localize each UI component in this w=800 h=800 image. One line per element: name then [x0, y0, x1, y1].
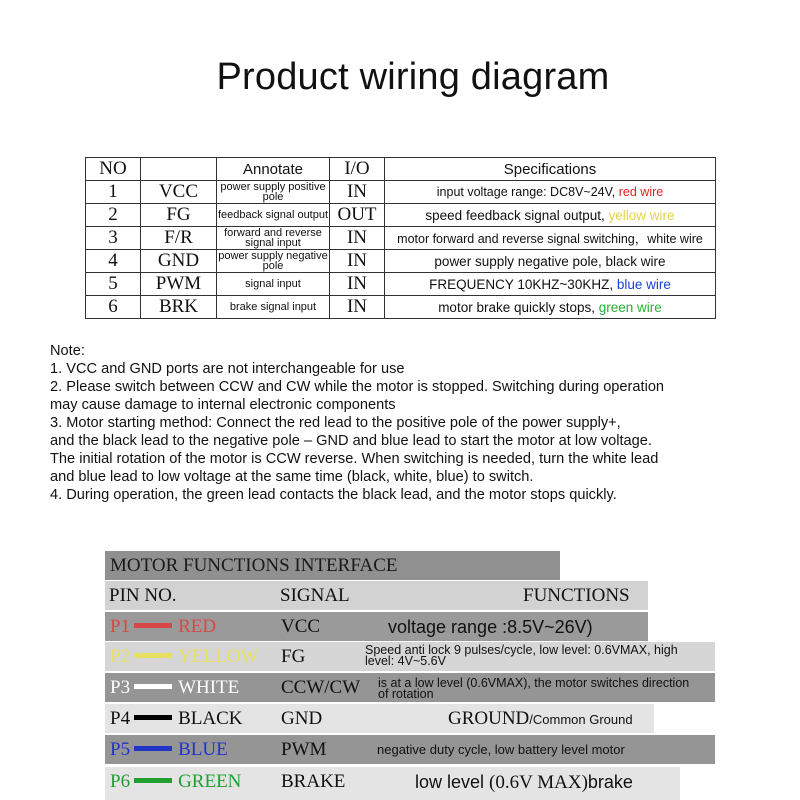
green-wire-icon — [134, 778, 172, 783]
row-no: 4 — [86, 250, 141, 273]
row-annotate: signal input — [217, 273, 330, 296]
note-line: The initial rotation of the motor is CCW reverse. When switching is needed, turn the white lead — [50, 451, 659, 467]
header-annotate: Annotate — [217, 158, 330, 181]
function-main: GROUND — [448, 708, 530, 729]
row-io: IN — [330, 273, 385, 296]
spec-wire-color: blue wire — [616, 276, 671, 292]
table-row — [86, 181, 716, 204]
table-header-row — [86, 158, 716, 181]
function-sub: /Common Ground — [529, 712, 633, 727]
function-text: voltage range :8.5V~26V) — [388, 617, 593, 637]
wiring-table — [85, 157, 716, 319]
function-part-a: low level — [415, 772, 490, 792]
note-line: 4. During operation, the green lead contacts the black lead, and the motor stops quickly. — [50, 487, 617, 503]
blue-wire-icon — [134, 746, 172, 751]
function-text: negative duty cycle, low battery level motor — [377, 742, 625, 757]
red-wire-icon — [134, 623, 172, 628]
black-wire-icon — [134, 715, 172, 720]
interface-title: MOTOR FUNCTIONS INTERFACE — [110, 555, 398, 576]
function-text — [448, 704, 633, 733]
note-line: and blue lead to low voltage at the same time (black, white, blue) to switch. — [50, 469, 534, 485]
spec-text: motor forward and reverse signal switching，white wire — [397, 232, 703, 246]
pin-label — [110, 642, 258, 671]
interface-row — [105, 735, 715, 764]
interface-row — [105, 767, 680, 800]
row-io: IN — [330, 250, 385, 273]
interface-header-row — [105, 581, 648, 610]
row-name: F/R — [141, 227, 217, 250]
row-spec — [385, 250, 716, 273]
pin-label — [110, 767, 241, 796]
pin-color-name: RED — [178, 616, 217, 637]
pin-color-name: BLACK — [178, 708, 243, 729]
row-annotate: brake signal input — [217, 296, 330, 319]
note-line: 1. VCC and GND ports are not interchangeable for use — [50, 361, 405, 377]
signal-name: PWM — [281, 739, 327, 760]
signal-name: BRAKE — [281, 771, 346, 792]
pin-number: P5 — [110, 739, 131, 760]
row-no: 3 — [86, 227, 141, 250]
table-row — [86, 204, 716, 227]
page-title: Product wiring diagram — [216, 56, 610, 98]
row-no: 2 — [86, 204, 141, 227]
spec-text: input voltage range: DC8V~24V, — [436, 185, 619, 199]
spec-text: FREQUENCY 10KHZ~30KHZ, — [429, 276, 617, 292]
pin-label — [110, 612, 216, 641]
interface-row — [105, 704, 654, 733]
spec-wire-color: yellow wire — [608, 207, 675, 223]
table-row — [86, 296, 716, 319]
interface-header-functions: FUNCTIONS — [523, 585, 630, 606]
row-annotate: power supply negative pole — [218, 250, 328, 272]
white-wire-icon — [134, 684, 172, 689]
pin-number: P4 — [110, 708, 131, 729]
row-spec — [385, 181, 716, 204]
spec-text: motor brake quickly stops, — [438, 299, 599, 315]
row-annotate: power supply positive pole — [217, 181, 330, 204]
row-no: 1 — [86, 181, 141, 204]
interface-title-bar — [105, 551, 560, 580]
row-io: OUT — [330, 204, 385, 227]
row-name: FG — [141, 204, 217, 227]
row-io: IN — [330, 296, 385, 319]
notes-section — [50, 342, 760, 504]
row-io: IN — [330, 227, 385, 250]
function-part-c: brake — [587, 772, 633, 792]
table-row — [86, 250, 716, 273]
pin-number: P2 — [110, 646, 131, 667]
note-line: 2. Please switch between CCW and CW while the motor is stopped. Switching during operation — [50, 379, 665, 395]
interface-header-signal: SIGNAL — [280, 585, 350, 606]
row-annotate: feedback signal output — [217, 204, 330, 227]
row-name: PWM — [141, 273, 217, 296]
function-text — [415, 767, 633, 796]
row-io: IN — [330, 181, 385, 204]
row-name: GND — [141, 250, 217, 273]
yellow-wire-icon — [134, 653, 172, 658]
pin-number: P1 — [110, 616, 131, 637]
signal-name: VCC — [281, 616, 321, 637]
function-text: is at a low level (0.6VMAX), the motor switches direction of rotation — [378, 676, 690, 701]
table-row — [86, 273, 716, 296]
row-spec — [385, 204, 716, 227]
header-blank — [141, 158, 217, 181]
interface-header-pin: PIN NO. — [109, 585, 177, 606]
interface-row — [105, 673, 715, 702]
pin-number: P6 — [110, 771, 131, 792]
pin-label — [110, 673, 239, 702]
pin-label — [110, 704, 242, 733]
spec-wire-color: red wire — [618, 185, 664, 199]
row-name: BRK — [141, 296, 217, 319]
spec-text: power supply negative pole, black wire — [434, 253, 666, 269]
pin-color-name: WHITE — [178, 677, 240, 698]
pin-label — [110, 735, 228, 764]
signal-name: GND — [281, 708, 323, 729]
row-spec — [385, 273, 716, 296]
spec-text: speed feedback signal output, — [425, 207, 609, 223]
row-spec — [385, 296, 716, 319]
note-line: 3. Motor starting method: Connect the red lead to the positive pole of the power supply+, — [50, 415, 621, 431]
pin-color-name: YELLOW — [178, 646, 259, 667]
function-text: Speed anti lock 9 pulses/cycle, low level: 0.6VMAX, high level: 4V~5.6V — [365, 643, 678, 668]
header-specifications: Specifications — [385, 158, 716, 181]
notes-heading: Note: — [50, 343, 85, 359]
header-io: I/O — [330, 158, 385, 181]
table-row — [86, 227, 716, 250]
function-part-b: (0.6V MAX) — [489, 772, 588, 793]
interface-row — [105, 642, 715, 671]
interface-row — [105, 612, 648, 641]
pin-number: P3 — [110, 677, 131, 698]
note-line: and the black lead to the negative pole – GND and blue lead to start the motor at low voltage. — [50, 433, 652, 449]
spec-wire-color: green wire — [598, 299, 662, 315]
row-no: 6 — [86, 296, 141, 319]
note-line: may cause damage to internal electronic components — [50, 397, 396, 413]
signal-name: CCW/CW — [281, 677, 361, 698]
pin-color-name: GREEN — [178, 771, 242, 792]
header-no: NO — [86, 158, 141, 181]
row-no: 5 — [86, 273, 141, 296]
row-annotate: forward and reverse signal input — [217, 227, 330, 250]
signal-name: FG — [281, 646, 306, 667]
row-name: VCC — [141, 181, 217, 204]
pin-color-name: BLUE — [178, 739, 228, 760]
row-spec — [385, 227, 716, 250]
